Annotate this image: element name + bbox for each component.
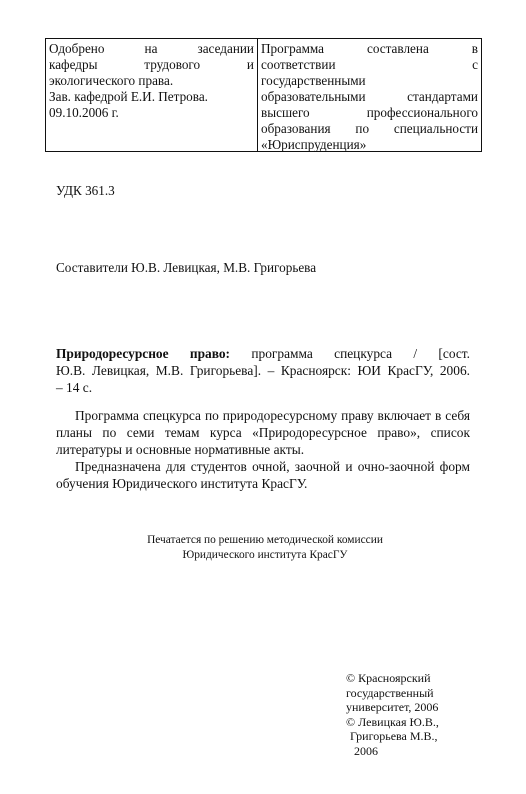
bibliographic-record xyxy=(56,345,470,396)
approval-note-line: кафедры трудового и xyxy=(49,57,254,72)
approval-note-line: экологического права. xyxy=(49,73,174,88)
standards-note-line: образования по специальности xyxy=(261,121,478,136)
copyright-line: Григорьева М.В., xyxy=(350,729,438,744)
annotation-paragraph-2 xyxy=(56,458,470,492)
bib-line-2: Ю.В. Левицкая, М.В. Григорьева]. – Красноярск: ЮИ КрасГУ, 2006. xyxy=(56,363,470,378)
approval-note-line: Зав. кафедрой Е.И. Петрова. xyxy=(49,89,208,104)
annotation-line: Программа спецкурса по природоресурсному праву включает в себя xyxy=(75,408,470,423)
bib-line-1-rest: программа спецкурса / [сост. xyxy=(251,346,470,361)
copyright-line: 2006 xyxy=(354,743,378,758)
annotation-line: планы по семи темам курса «Природоресурсное право», список xyxy=(56,425,470,440)
standards-note-line: высшего профессионального xyxy=(261,105,478,120)
standards-note-line: образовательными стандартами xyxy=(261,89,478,104)
udk-code: УДК 361.3 xyxy=(56,183,115,198)
printing-approval-note xyxy=(140,533,390,563)
standards-note-line: государственными xyxy=(261,73,366,88)
copyright-line: © Красноярский xyxy=(346,671,431,685)
standards-note xyxy=(258,39,481,151)
copyright-block xyxy=(346,671,439,759)
approval-note-line: 09.10.2006 г. xyxy=(49,105,119,120)
compilers-line: Составители Ю.В. Левицкая, М.В. Григорьева xyxy=(56,260,317,275)
approval-note-line: Одобрено на заседании xyxy=(49,41,254,56)
standards-note-line: «Юриспруденция» xyxy=(261,137,367,152)
bib-line-1 xyxy=(56,345,470,362)
annotation-line: литературы и основные нормативные акты. xyxy=(56,442,305,457)
copyright-line: государственный xyxy=(346,685,434,700)
printing-approval-line: Печатается по решению методической комиссии xyxy=(147,534,383,546)
annotation-paragraph-1 xyxy=(56,407,470,458)
approval-table xyxy=(45,38,482,152)
copyright-line: © Левицкая Ю.В., xyxy=(346,714,439,729)
approval-note xyxy=(46,39,258,151)
standards-note-line: соответствии с xyxy=(261,57,478,72)
bib-line-3: – 14 с. xyxy=(56,380,93,395)
annotation-line: Предназначена для студентов очной, заочной и очно-заочной форм xyxy=(75,459,470,474)
bib-title: Природоресурсное право: xyxy=(56,346,231,361)
copyright-line: университет, 2006 xyxy=(346,700,439,715)
annotation-line: обучения Юридического института КрасГУ. xyxy=(56,476,308,491)
standards-note-line: Программа составлена в xyxy=(261,41,478,56)
printing-approval-line: Юридического института КрасГУ xyxy=(182,549,348,561)
